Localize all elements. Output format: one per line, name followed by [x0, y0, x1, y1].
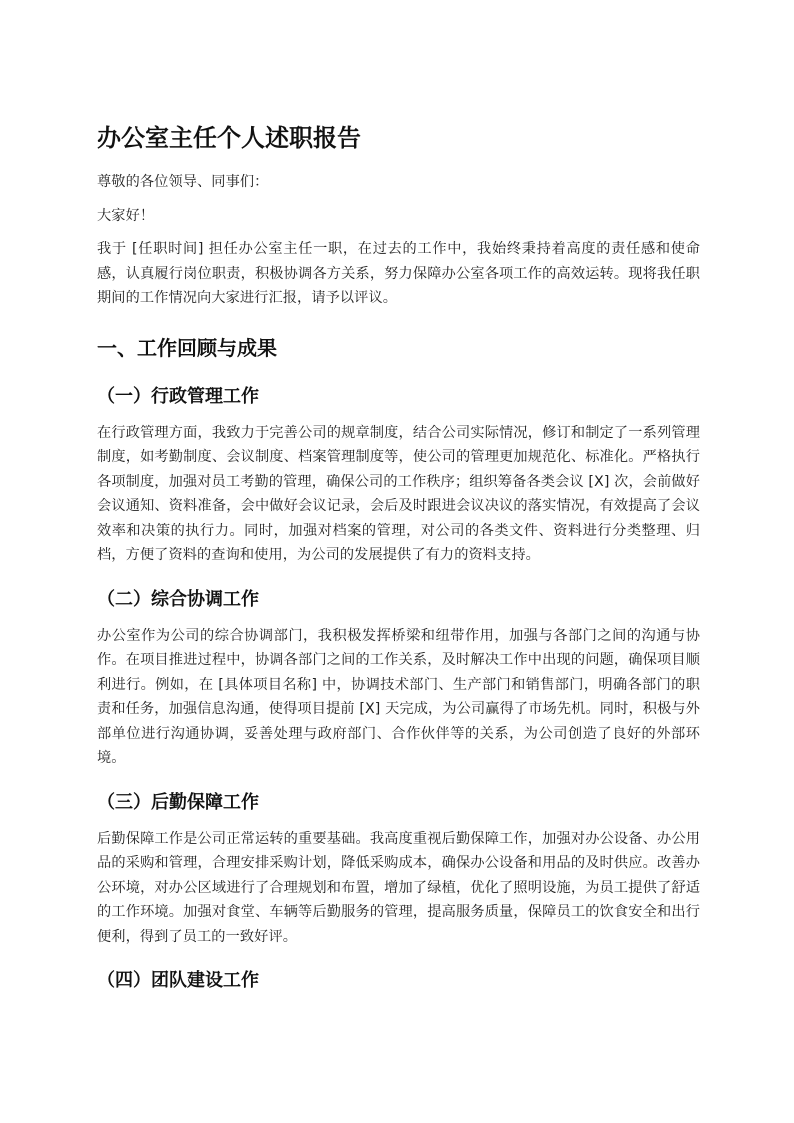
- subsection-heading-logistics: （三）后勤保障工作: [97, 791, 259, 813]
- subsection-body-admin: 在行政管理方面，我致力于完善公司的规章制度，结合公司实际情况，修订和制定了一系列管理制度，如考勤制度、会议制度、档案管理制度等，使公司的管理更加规范化、标准化。严格执行各项制度，加强对员工考勤的管理，确保公司的工作秩序；组织筹备各类会议 [X] 次，会前做好会议通知、资料准备，会中做好会议记录，会后及时跟进会议决议的落实情况，有效提高了会议效率和决策的执行力。同时，加强对档案的管理，对公司的各类文件、资料进行分类整理、归档，方便了资料的查询和使用，为公司的发展提供了有力的资料支持。: [97, 424, 700, 563]
- subsection-body-coordination: 办公室作为公司的综合协调部门，我积极发挥桥梁和纽带作用，加强与各部门之间的沟通与协作。在项目推进过程中，协调各部门之间的工作关系，及时解决工作中出现的问题，确保项目顺利进行。例如，在 [具体项目名称] 中，协调技术部门、生产部门和销售部门，明确各部门的职责和任务，加强信息沟通，使得项目提前 [X] 天完成，为公司赢得了市场先机。同时，积极与外部单位进行沟通协调，妥善处理与政府部门、合作伙伴等的关系，为公司创造了良好的外部环境。: [97, 627, 700, 766]
- document-title: 办公室主任个人述职报告: [97, 124, 361, 152]
- subsection-heading-admin: （一）行政管理工作: [97, 385, 259, 407]
- subsection-heading-team: （四）团队建设工作: [97, 970, 259, 991]
- document-page: [97, 120, 700, 1005]
- subsection-heading-coordination: （二）综合协调工作: [97, 588, 259, 610]
- hello-line: 大家好！: [97, 207, 155, 224]
- section-heading-review: 一、工作回顾与成果: [97, 335, 277, 360]
- intro-paragraph: 我于 [任职时间] 担任办公室主任一职，在过去的工作中，我始终秉持着高度的责任感和使命感，认真履行岗位职责，积极协调各方关系，努力保障办公室各项工作的高效运转。现将我任职期间的工作情况向大家进行汇报，请予以评议。: [97, 241, 700, 306]
- greeting-line: 尊敬的各位领导、同事们：: [97, 174, 269, 190]
- subsection-body-logistics: 后勤保障工作是公司正常运转的重要基础。我高度重视后勤保障工作，加强对办公设备、办公用品的采购和管理，合理安排采购计划，降低采购成本，确保办公设备和用品的及时供应。改善办公环境，对办公区域进行了合理规划和布置，增加了绿植，优化了照明设施，为员工提供了舒适的工作环境。加强对食堂、车辆等后勤服务的管理，提高服务质量，保障员工的饮食安全和出行便利，得到了员工的一致好评。: [97, 830, 700, 945]
